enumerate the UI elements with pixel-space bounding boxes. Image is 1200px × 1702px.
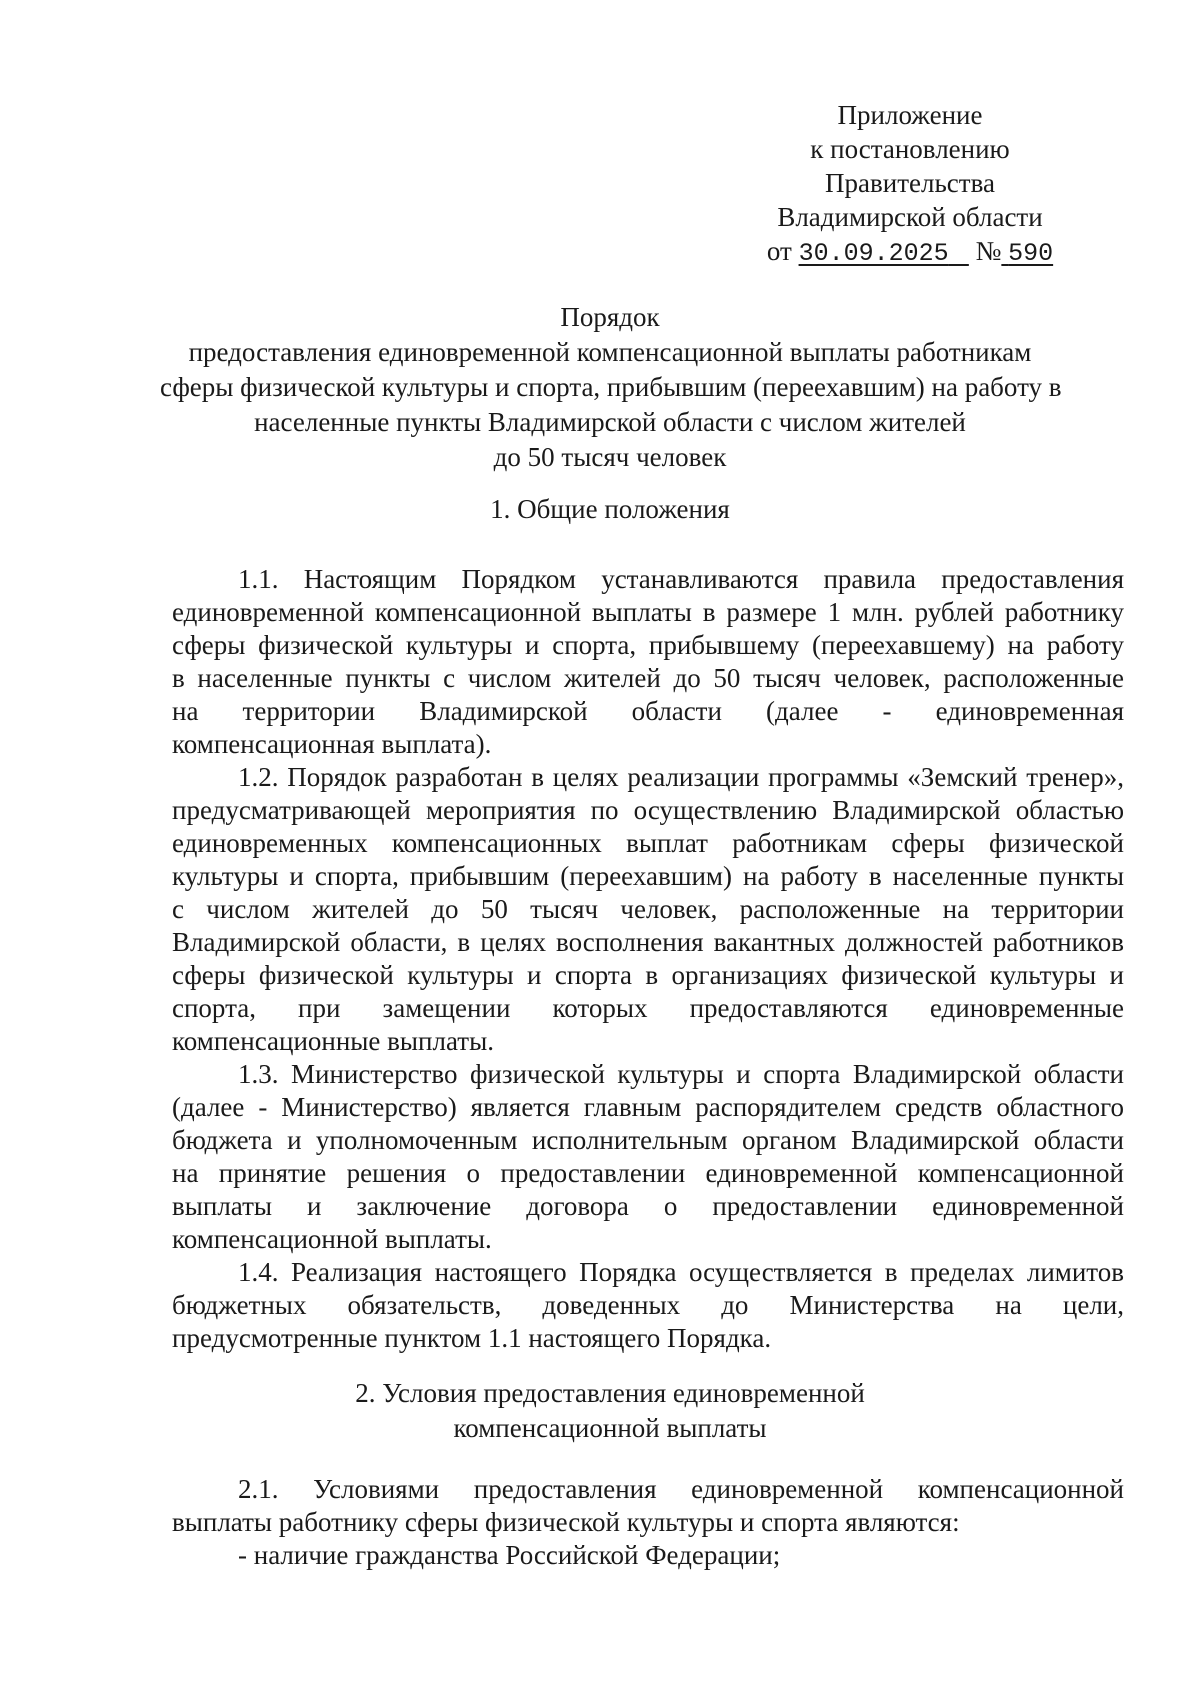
text-line: с числом жителей до 50 тысяч человек, расположенные на территории: [172, 894, 1124, 924]
text-line: бюджета и уполномоченным исполнительным органом Владимирской области: [172, 1125, 1124, 1155]
title-line: сферы физической культуры и спорта, прибывшим (переехавшим) на работу в: [160, 372, 1062, 402]
text-line: на территории Владимирской области (далее - единовременная: [172, 696, 1124, 726]
text-line: сферы физической культуры и спорта в организациях физической культуры и: [172, 960, 1124, 990]
appendix-line: Владимирской области: [777, 202, 1043, 232]
text-line: выплаты работнику сферы физической культуры и спорта являются:: [172, 1507, 960, 1537]
section-heading-text: 2. Условия предоставления единовременной: [355, 1378, 865, 1408]
text-line: предусмотренные пунктом 1.1 настоящего Порядка.: [172, 1323, 772, 1353]
section-heading-2: [160, 1376, 1060, 1446]
text-line: в населенные пункты с числом жителей до 50 тысяч человек, расположенные: [172, 663, 1124, 693]
paragraph-2-1: [172, 1473, 1124, 1572]
text-line: 1.1. Настоящим Порядком устанавливаются правила предоставления: [238, 564, 1124, 594]
appendix-line: к постановлению: [810, 134, 1010, 164]
text-line: - наличие гражданства Российской Федерации;: [238, 1540, 781, 1570]
title-line: населенные пункты Владимирской области с числом жителей: [254, 407, 966, 437]
decree-number: 590: [1008, 239, 1054, 268]
paragraph-1-2: [172, 761, 1124, 1058]
text-line: (далее - Министерство) является главным распорядителем средств областного: [172, 1092, 1124, 1122]
appendix-line: Приложение: [837, 100, 983, 130]
text-line: выплаты и заключение договора о предоставлении единовременной: [172, 1191, 1124, 1221]
text-line: компенсационные выплаты.: [172, 1026, 494, 1056]
section-heading-1: [160, 492, 1060, 527]
text-line: культуры и спорта, прибывшим (переехавшим) на работу в населенные пункты: [172, 861, 1124, 891]
text-line: 1.3. Министерство физической культуры и спорта Владимирской области: [238, 1059, 1124, 1089]
date-prefix: от: [766, 236, 792, 266]
section-1-body: [172, 563, 1124, 1355]
title-line: Порядок: [560, 302, 660, 332]
text-line: бюджетных обязательств, доведенных до Министерства на цели,: [172, 1290, 1124, 1320]
text-line: единовременной компенсационной выплаты в размере 1 млн. рублей работнику: [172, 597, 1124, 627]
text-line: сферы физической культуры и спорта, прибывшему (переехавшему) на работу: [172, 630, 1124, 660]
text-line: единовременных компенсационных выплат работникам сферы физической: [172, 828, 1124, 858]
text-line: на принятие решения о предоставлении единовременной компенсационной: [172, 1158, 1124, 1188]
appendix-line: Правительства: [825, 168, 995, 198]
text-line: Владимирской области, в целях восполнения вакантных должностей работников: [172, 927, 1124, 957]
paragraph-1-1: [172, 563, 1124, 761]
text-line: 1.2. Порядок разработан в целях реализации программы «Земский тренер»,: [238, 762, 1124, 792]
decree-date: 30.09.2025: [798, 239, 949, 268]
section-heading-text: 1. Общие положения: [490, 494, 730, 524]
date-number-line: [740, 234, 1080, 271]
section-heading-text: компенсационной выплаты: [453, 1413, 767, 1443]
text-line: 2.1. Условиями предоставления единовременной компенсационной: [238, 1474, 1124, 1504]
text-line: спорта, при замещении которых предоставляются единовременные: [172, 993, 1124, 1023]
section-2-body: [172, 1473, 1124, 1572]
text-line: компенсационная выплата).: [172, 729, 492, 759]
text-line: предусматривающей мероприятия по осуществлению Владимирской областью: [172, 795, 1124, 825]
title-line: предоставления единовременной компенсационной выплаты работникам: [188, 337, 1032, 367]
title-line: до 50 тысяч человек: [493, 442, 727, 472]
text-line: компенсационной выплаты.: [172, 1224, 492, 1254]
paragraph-1-3: [172, 1058, 1124, 1256]
paragraph-1-4: [172, 1256, 1124, 1355]
text-line: 1.4. Реализация настоящего Порядка осуществляется в пределах лимитов: [238, 1257, 1124, 1287]
appendix-header: [740, 98, 1080, 271]
document-title: [160, 300, 1060, 475]
number-prefix: №: [975, 236, 1002, 266]
